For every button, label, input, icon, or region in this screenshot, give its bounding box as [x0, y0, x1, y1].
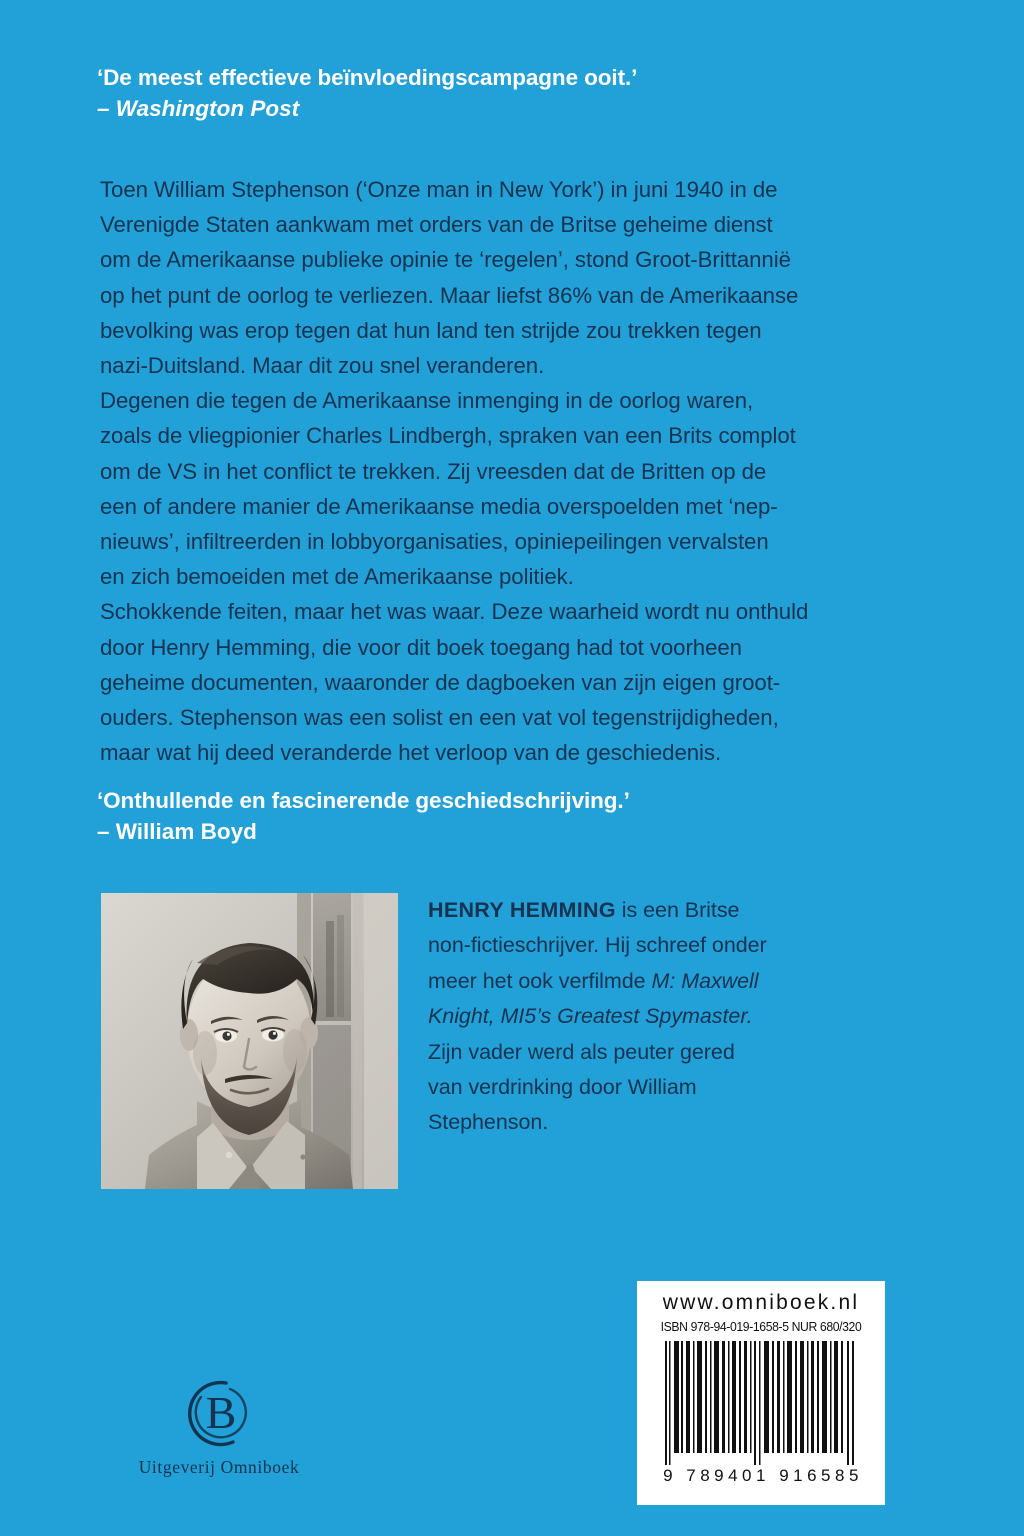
pull-quote-top-text: ‘De meest effectieve beïnvloedingscampagne ooit.’ — [97, 65, 638, 90]
bio-line: van verdrinking door William — [428, 1075, 697, 1100]
blurb-line: om de Amerikaanse publieke opinie te ‘regelen’, stond Groot-Brittannië — [100, 247, 791, 273]
author-bio — [428, 893, 858, 1141]
bio-line — [428, 893, 858, 928]
blurb-text — [100, 172, 930, 770]
barcode-panel — [637, 1281, 885, 1505]
blurb-line: een of andere manier de Amerikaanse media overspoelden met ‘nep- — [100, 493, 778, 519]
pull-quote-bottom — [97, 785, 630, 847]
blurb-line: geheime documenten, waaronder de dagboeken van zijn eigen groot- — [100, 669, 781, 695]
book-title-part: M: Maxwell — [651, 968, 759, 993]
pull-quote-top-source: – Washington Post — [97, 96, 300, 121]
blurb-line: Schokkende feiten, maar het was waar. Deze waarheid wordt nu onthuld — [100, 599, 809, 625]
book-title-part: Knight, MI5’s Greatest Spymaster. — [428, 1004, 753, 1029]
blurb-line: Degenen die tegen de Amerikaanse inmenging in de oorlog waren, — [100, 388, 754, 414]
publisher-logo — [104, 1378, 334, 1478]
bio-line: Zijn vader werd als peuter gered — [428, 1039, 735, 1064]
pull-quote-bottom-source: – William Boyd — [97, 819, 257, 844]
author-portrait — [101, 893, 398, 1189]
publisher-name: Uitgeverij Omniboek — [138, 1457, 300, 1477]
author-bio-paragraph — [428, 893, 858, 1141]
bio-line: non-fictieschrijver. Hij schreef onder — [428, 933, 767, 958]
blurb-paragraph-2 — [100, 383, 930, 594]
blurb-line: nieuws’, infiltreerden in lobbyorganisaties, opiniepeilingen vervalsten — [100, 529, 769, 555]
blurb-line: op het punt de oorlog te verliezen. Maar liefst 86% van de Amerikaanse — [100, 282, 799, 308]
blurb-line: maar wat hij deed veranderde het verloop van de geschiedenis. — [100, 740, 722, 766]
blurb-paragraph-1 — [100, 172, 930, 383]
pull-quote-bottom-text: ‘Onthullende en fascinerende geschiedschrijving.’ — [97, 788, 630, 813]
blurb-line: Verenigde Staten aankwam met orders van de Britse geheime dienst — [100, 212, 773, 238]
pull-quote-top — [97, 62, 637, 124]
blurb-line: en zich bemoeiden met de Amerikaanse politiek. — [100, 564, 574, 590]
publisher-website: www.omniboek.nl — [662, 1291, 860, 1314]
barcode-bars — [663, 1341, 859, 1465]
blurb-line: ouders. Stephenson was een solist en een vat vol tegenstrijdigheden, — [100, 705, 779, 731]
blurb-line: door Henry Hemming, die voor dit boek toegang had tot voorheen — [100, 634, 742, 660]
blurb-paragraph-3 — [100, 594, 930, 770]
blurb-line: Toen William Stephenson (‘Onze man in New York’) in juni 1940 in de — [100, 177, 778, 202]
barcode-digits: 9 789401 916585 — [663, 1466, 863, 1485]
blurb-line: zoals de vliegpionier Charles Lindbergh, spraken van een Brits complot — [100, 423, 796, 449]
author-portrait-image — [101, 893, 398, 1189]
bio-line-plain: meer het ook verfilmde — [428, 968, 652, 993]
publisher-logo-letter: B — [205, 1387, 237, 1438]
isbn-text: ISBN 978-94-019-1658-5 NUR 680/320 — [660, 1320, 862, 1334]
bio-line — [428, 964, 858, 999]
blurb-line: om de VS in het conflict te trekken. Zij vreesden dat de Britten op de — [100, 458, 767, 484]
bio-line: Stephenson. — [428, 1110, 549, 1135]
author-name: HENRY HEMMING — [428, 898, 616, 922]
omniboek-circle-b-icon — [104, 1378, 334, 1450]
blurb-line: bevolking was erop tegen dat hun land ten strijde zou trekken tegen — [100, 317, 762, 343]
blurb-line: nazi-Duitsland. Maar dit zou snel veranderen. — [100, 353, 545, 379]
bio-line-rest: is een Britse — [615, 898, 740, 922]
